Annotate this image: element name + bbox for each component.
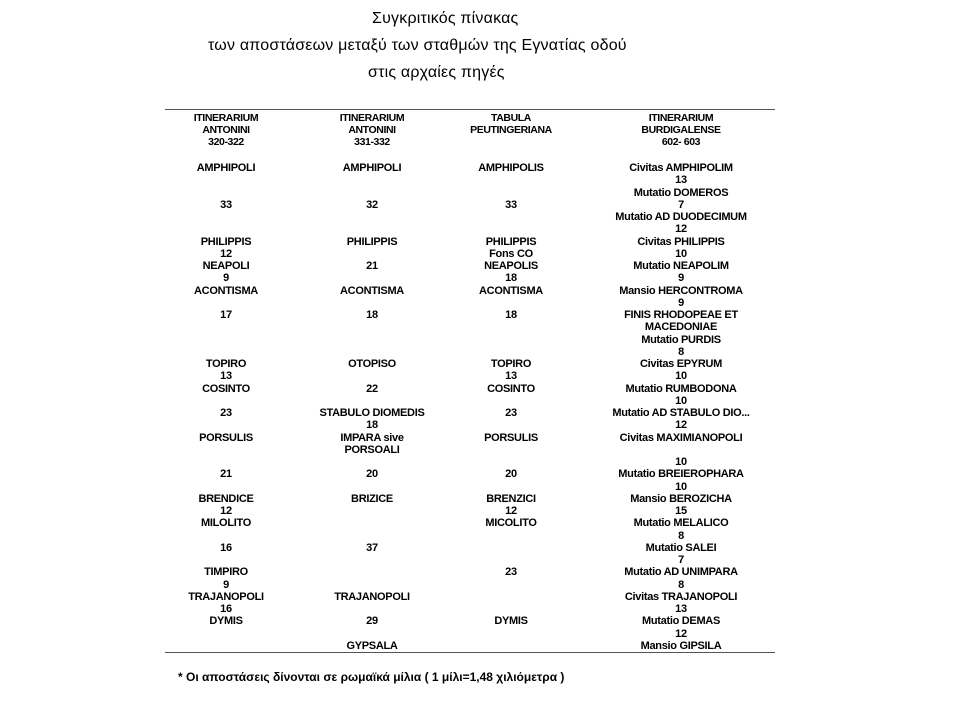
- table-cell: DYMIS: [494, 615, 528, 628]
- table-bottom-rule: [165, 652, 775, 653]
- table-cell: 23: [505, 566, 517, 579]
- table-cell: AMPHIPOLI: [196, 162, 256, 174]
- table-cell: Mutatio MELALICO: [633, 517, 729, 530]
- table-cell: BRENDICE: [198, 492, 254, 505]
- table-cell: Fons CO: [489, 247, 533, 260]
- table-cell: 20: [366, 468, 378, 481]
- table-cell: Mutatio RUMBODONA: [625, 382, 737, 395]
- table-cell: Civitas MAXIMIANOPOLI: [619, 431, 743, 444]
- table-cell: 22: [366, 382, 378, 395]
- column-header-line: ANTONINI: [202, 124, 250, 136]
- column-header-line: TABULA: [491, 112, 531, 124]
- table-cell: 37: [366, 541, 378, 554]
- table-cell: 10: [675, 456, 687, 468]
- column-header-line: PEUTINGERIANA: [470, 124, 552, 136]
- column-header-line: ANTONINI: [348, 124, 396, 136]
- table-cell: ACONTISMA: [340, 284, 404, 297]
- table-cell: GYPSALA: [346, 639, 398, 652]
- table-cell: PHILIPPIS: [346, 235, 398, 248]
- column-header-line: 331-332: [354, 136, 390, 148]
- table-cell: IMPARA sive: [340, 431, 404, 444]
- column-header-line: 602- 603: [661, 136, 701, 148]
- table-cell: 18: [505, 309, 517, 321]
- table-cell: 33: [505, 198, 517, 211]
- table-cell: COSINTO: [487, 382, 535, 395]
- table-cell: 9: [223, 272, 229, 285]
- table-cell: 8: [678, 345, 684, 358]
- table-cell: 13: [675, 174, 687, 187]
- table-cell: 12: [220, 505, 232, 517]
- table-cell: NEAPOLI: [202, 260, 250, 272]
- table-cell: BRENZICI: [486, 492, 536, 505]
- table-cell: ACONTISMA: [479, 284, 543, 297]
- table-cell: TRAJANOPOLI: [334, 590, 410, 603]
- table-cell: Mutatio DOMEROS: [633, 186, 729, 199]
- table-cell: Mansio HERCONTROMA: [619, 284, 743, 297]
- table-cell: 23: [505, 407, 517, 419]
- table-cell: Mutatio SALEI: [645, 541, 717, 554]
- table-cell: BRIZICE: [351, 492, 393, 505]
- table-cell: TOPIRO: [205, 358, 247, 370]
- table-cell: 12: [675, 419, 687, 432]
- title-line-2: των αποστάσεων μεταξύ των σταθμών της Εγνατίας οδού: [208, 37, 627, 54]
- table-cell: 9: [223, 578, 229, 591]
- table-cell: MILOLITO: [201, 517, 251, 530]
- table-cell: 10: [675, 370, 687, 383]
- table-cell: 21: [220, 468, 232, 481]
- table-top-rule: [165, 109, 775, 110]
- table-cell: DYMIS: [209, 615, 243, 628]
- table-cell: 13: [505, 370, 517, 383]
- table-cell: PORSOALI: [344, 443, 400, 456]
- table-cell: 12: [675, 627, 687, 640]
- table-cell: Mutatio AD STABULO DIO...: [612, 407, 750, 419]
- title-line-3: στις αρχαίες πηγές: [368, 64, 505, 81]
- table-cell: Civitas PHILIPPIS: [637, 235, 725, 248]
- table-cell: 10: [675, 247, 687, 260]
- table-cell: 7: [678, 554, 684, 566]
- table-cell: Civitas EPYRUM: [640, 358, 722, 370]
- table-cell: Mutatio PURDIS: [641, 333, 721, 346]
- column-header-line: BURDIGALENSE: [641, 124, 721, 136]
- table-cell: 13: [220, 370, 232, 383]
- table-cell: STABULO DIOMEDIS: [319, 407, 425, 419]
- table-cell: 9: [678, 272, 684, 285]
- table-cell: 10: [675, 480, 687, 493]
- table-cell: 9: [678, 296, 684, 309]
- table-cell: PORSULIS: [199, 431, 253, 444]
- table-cell: Mutatio AD UNIMPARA: [624, 566, 738, 579]
- table-cell: 10: [675, 394, 687, 407]
- footnote: * Οι αποστάσεις δίνονται σε ρωμαϊκά μίλια ( 1 μίλι=1,48 χιλιόμετρα ): [178, 670, 565, 684]
- table-cell: TRAJANOPOLI: [188, 590, 264, 603]
- table-cell: PHILIPPIS: [200, 235, 252, 248]
- table-cell: MACEDONIAE: [644, 321, 718, 334]
- column-header-line: ITINERARIUM: [648, 112, 714, 124]
- table-cell: AMPHIPOLI: [342, 162, 402, 174]
- table-cell: 33: [220, 198, 232, 211]
- table-cell: PORSULIS: [484, 431, 538, 444]
- table-cell: Mutatio DEMAS: [642, 615, 720, 628]
- table-cell: 29: [366, 615, 378, 628]
- table-cell: Mutatio NEAPOLIM: [633, 260, 729, 272]
- table-cell: 12: [675, 223, 687, 236]
- table-cell: COSINTO: [202, 382, 250, 395]
- table-cell: 8: [678, 529, 684, 542]
- table-cell: Civitas TRAJANOPOLI: [624, 590, 738, 603]
- table-cell: TIMPIRO: [204, 566, 248, 579]
- table-cell: Mutatio AD DUODECIMUM: [615, 211, 747, 223]
- table-cell: ACONTISMA: [194, 284, 258, 297]
- table-cell: 12: [220, 247, 232, 260]
- table-cell: 13: [675, 603, 687, 615]
- table-cell: 32: [366, 198, 378, 211]
- table-cell: NEAPOLIS: [484, 260, 538, 272]
- table-cell: Mutatio BREIEROPHARA: [618, 468, 744, 481]
- column-header-line: ITINERARIUM: [339, 112, 405, 124]
- table-cell: 8: [678, 578, 684, 591]
- title-line-1: Συγκριτικός πίνακας: [372, 10, 519, 27]
- table-cell: 18: [366, 419, 378, 432]
- column-header-line: 320-322: [208, 136, 244, 148]
- table-cell: 23: [220, 407, 232, 419]
- table-cell: 16: [220, 603, 232, 615]
- table-cell: AMPHIPOLIS: [478, 162, 544, 174]
- table-cell: Mansio GIPSILA: [640, 639, 722, 652]
- table-cell: 7: [678, 198, 684, 211]
- table-cell: PHILIPPIS: [485, 235, 537, 248]
- table-cell: 18: [505, 272, 517, 285]
- table-cell: Mansio BEROZICHA: [630, 492, 732, 505]
- table-cell: 20: [505, 468, 517, 481]
- table-cell: 15: [675, 505, 687, 517]
- table-cell: TOPIRO: [490, 358, 532, 370]
- table-cell: FINIS RHODOPEAE ET: [624, 309, 738, 321]
- table-cell: 21: [366, 260, 378, 272]
- table-cell: MICOLITO: [485, 517, 537, 530]
- column-header-line: ITINERARIUM: [193, 112, 259, 124]
- table-cell: 17: [220, 309, 232, 321]
- table-cell: 16: [220, 541, 232, 554]
- table-cell: Civitas AMPHIPOLIM: [629, 162, 733, 174]
- table-cell: OTOPISO: [348, 358, 396, 370]
- table-cell: 12: [505, 505, 517, 517]
- table-cell: 18: [366, 309, 378, 321]
